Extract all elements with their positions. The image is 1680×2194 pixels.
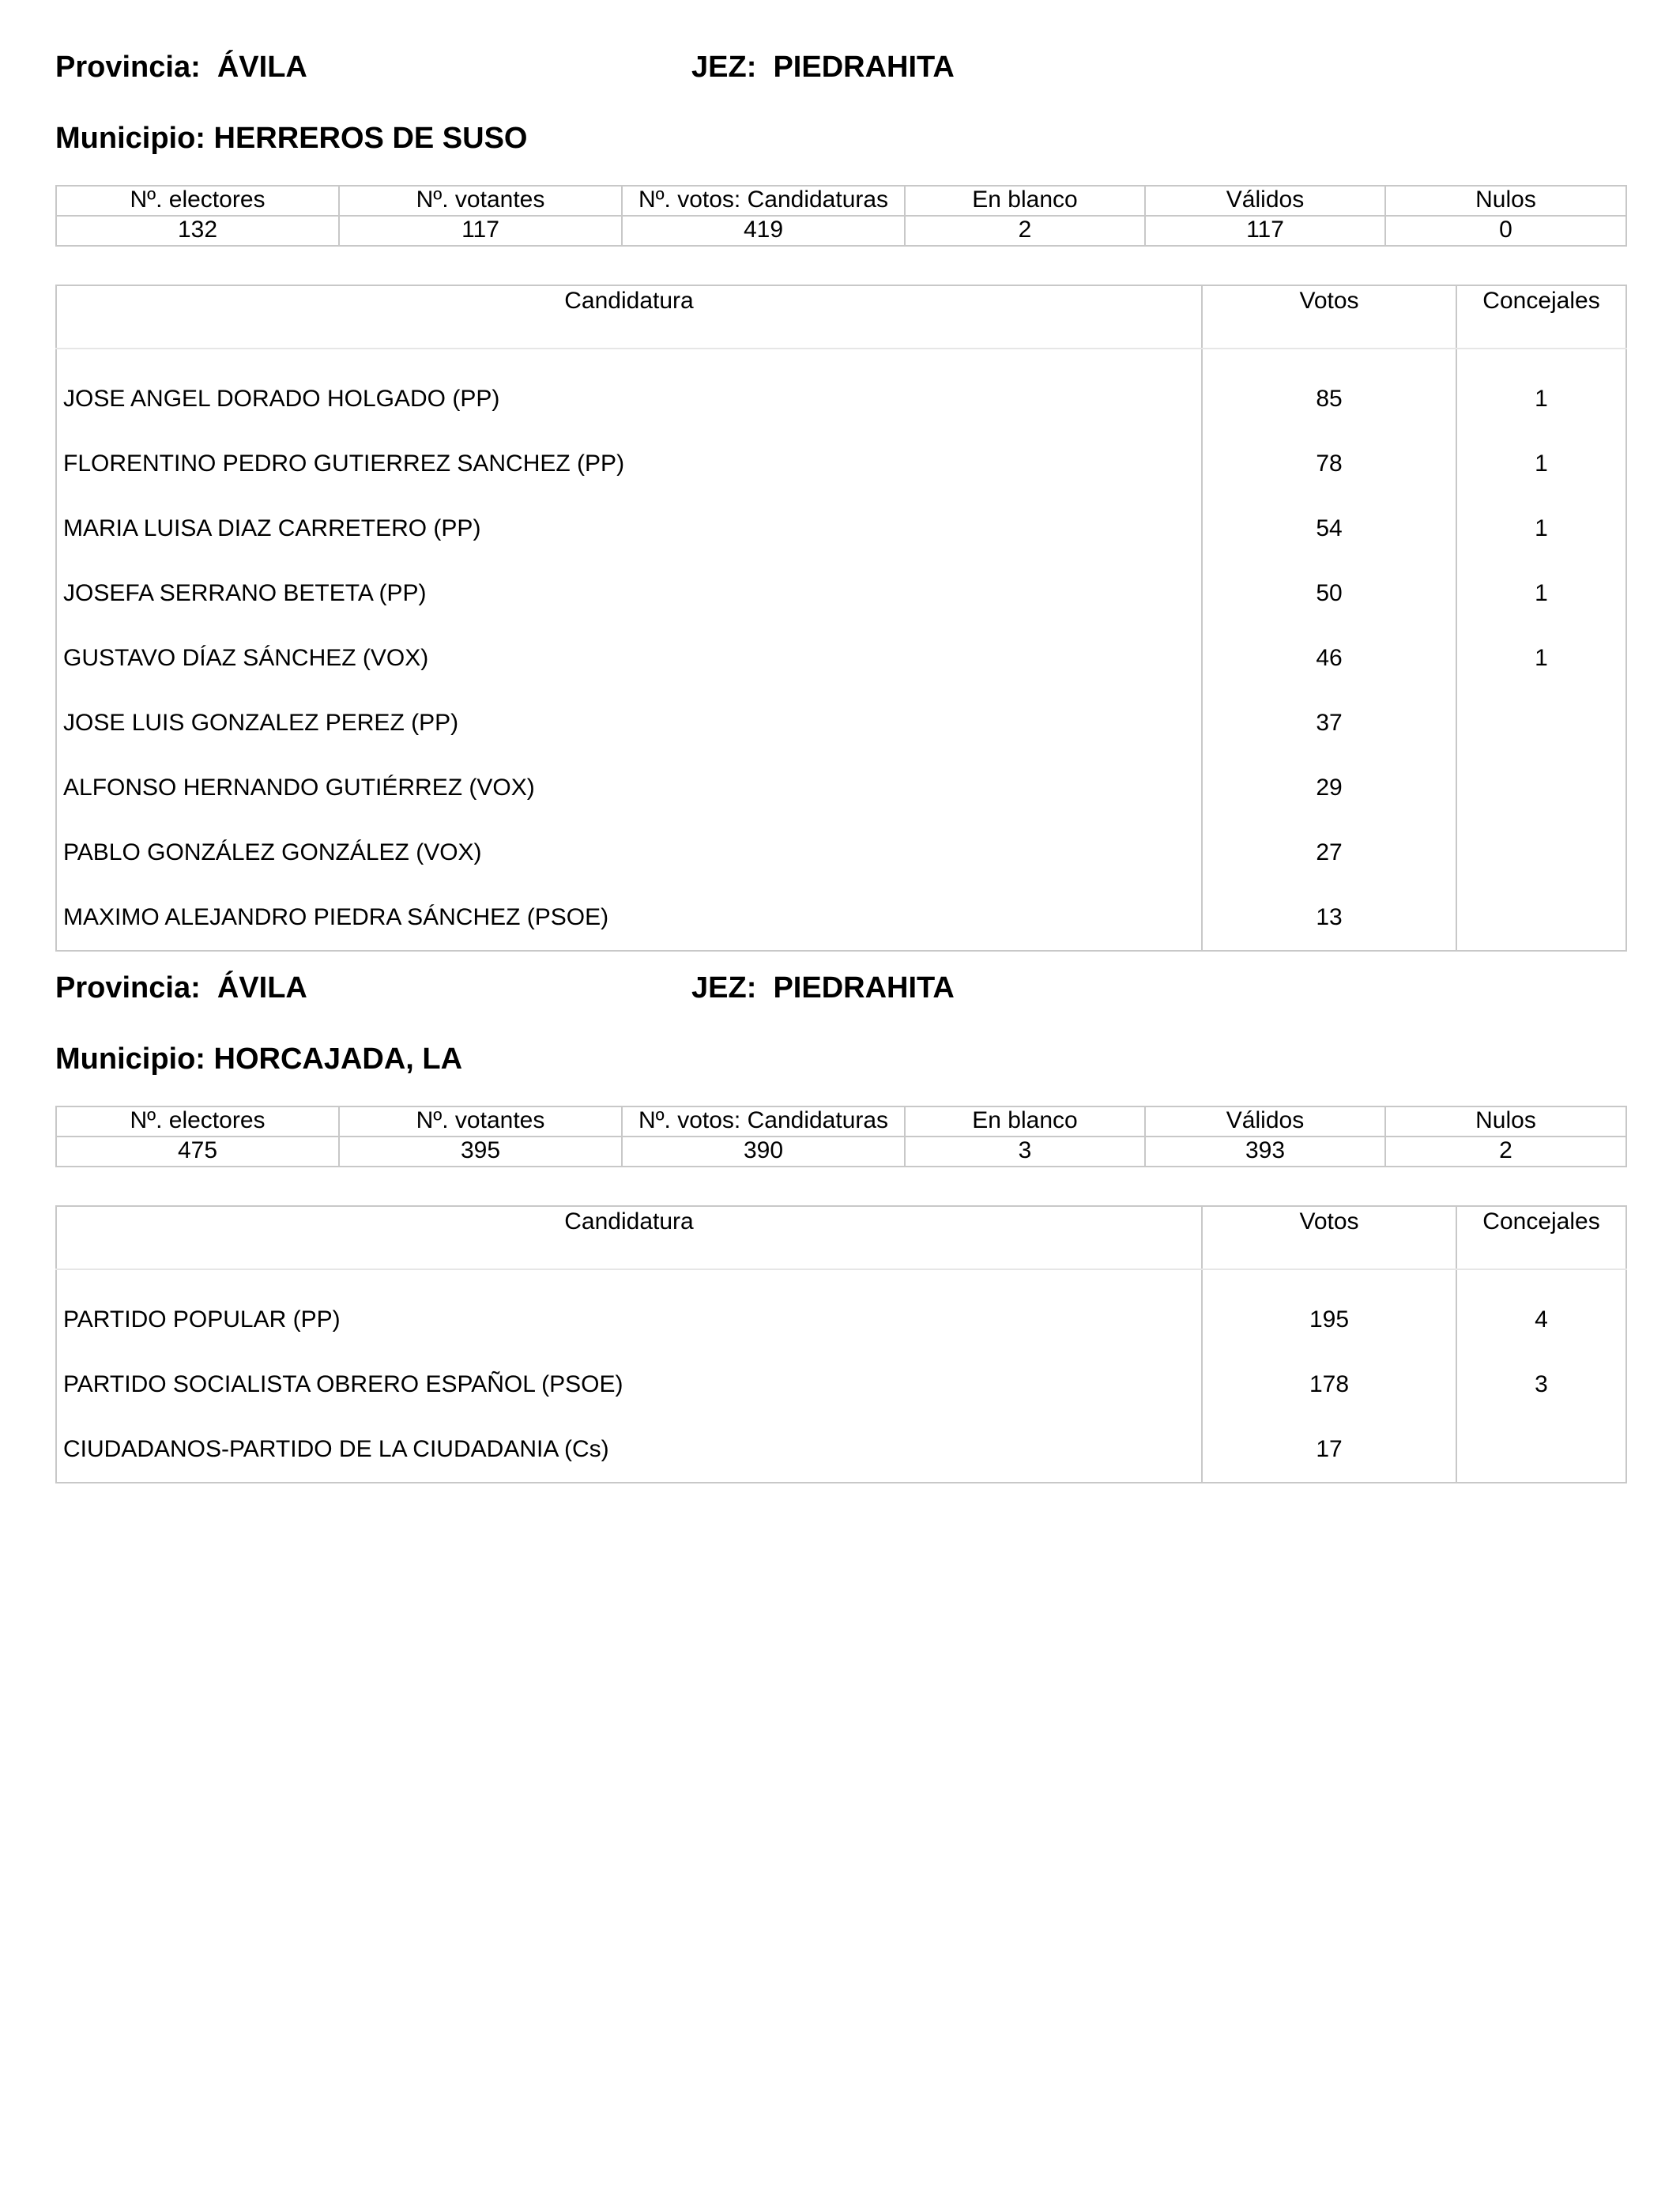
candidate-votes: 29 xyxy=(1202,756,1456,820)
summary-value-cell: 395 xyxy=(339,1137,622,1167)
table-row xyxy=(56,367,1626,432)
summary-value-cell: 2 xyxy=(1385,1137,1626,1167)
candidates-table xyxy=(55,1205,1627,1483)
candidate-seats xyxy=(1456,691,1626,756)
summary-value-cell: 390 xyxy=(622,1137,905,1167)
summary-header-cell: Válidos xyxy=(1145,186,1385,216)
table-row xyxy=(56,561,1626,626)
candidate-name: MARIA LUISA DIAZ CARRETERO (PP) xyxy=(56,496,1202,561)
summary-header-cell: Válidos xyxy=(1145,1106,1385,1137)
votos-header: Votos xyxy=(1202,1206,1456,1269)
candidates-header-row xyxy=(56,285,1626,349)
candidate-votes: 17 xyxy=(1202,1417,1456,1483)
summary-value-cell: 2 xyxy=(905,216,1145,246)
summary-header-cell: Nº. electores xyxy=(56,186,339,216)
candidate-name: ALFONSO HERNANDO GUTIÉRREZ (VOX) xyxy=(56,756,1202,820)
candidatura-header: Candidatura xyxy=(56,1206,1202,1269)
candidate-name: PARTIDO POPULAR (PP) xyxy=(56,1287,1202,1352)
summary-header-cell: Nº. votos: Candidaturas xyxy=(622,186,905,216)
summary-header-cell: Nº. votos: Candidaturas xyxy=(622,1106,905,1137)
votos-header: Votos xyxy=(1202,285,1456,349)
municipio-heading: Municipio: HORCAJADA, LA xyxy=(55,1042,463,1076)
summary-header-cell: Nº. electores xyxy=(56,1106,339,1137)
candidate-votes: 54 xyxy=(1202,496,1456,561)
table-row xyxy=(56,1352,1626,1417)
table-row xyxy=(56,432,1626,496)
candidate-seats xyxy=(1456,820,1626,885)
candidate-seats: 1 xyxy=(1456,626,1626,691)
candidate-votes: 46 xyxy=(1202,626,1456,691)
candidate-name: GUSTAVO DÍAZ SÁNCHEZ (VOX) xyxy=(56,626,1202,691)
candidate-seats: 4 xyxy=(1456,1287,1626,1352)
candidate-seats: 1 xyxy=(1456,496,1626,561)
candidate-seats xyxy=(1456,885,1626,951)
candidate-seats: 1 xyxy=(1456,432,1626,496)
summary-value-row xyxy=(56,216,1626,246)
summary-header-cell: Nº. votantes xyxy=(339,1106,622,1137)
summary-value-cell: 0 xyxy=(1385,216,1626,246)
candidate-seats xyxy=(1456,756,1626,820)
candidate-name: MAXIMO ALEJANDRO PIEDRA SÁNCHEZ (PSOE) xyxy=(56,885,1202,951)
table-row xyxy=(56,885,1626,951)
jez-heading: JEZ: PIEDRAHITA xyxy=(691,51,955,84)
table-row xyxy=(56,496,1626,561)
candidate-name: JOSE LUIS GONZALEZ PEREZ (PP) xyxy=(56,691,1202,756)
candidate-votes: 195 xyxy=(1202,1287,1456,1352)
summary-header-cell: Nulos xyxy=(1385,1106,1626,1137)
summary-header-row xyxy=(56,186,1626,216)
candidate-votes: 13 xyxy=(1202,885,1456,951)
candidate-name: PABLO GONZÁLEZ GONZÁLEZ (VOX) xyxy=(56,820,1202,885)
concejales-header: Concejales xyxy=(1456,1206,1626,1269)
summary-table xyxy=(55,1106,1627,1167)
candidate-name: JOSEFA SERRANO BETETA (PP) xyxy=(56,561,1202,626)
table-row xyxy=(56,1287,1626,1352)
candidates-table xyxy=(55,285,1627,952)
candidate-votes: 37 xyxy=(1202,691,1456,756)
summary-header-cell: En blanco xyxy=(905,1106,1145,1137)
candidate-votes: 178 xyxy=(1202,1352,1456,1417)
summary-value-cell: 117 xyxy=(1145,216,1385,246)
candidate-votes: 50 xyxy=(1202,561,1456,626)
summary-value-cell: 475 xyxy=(56,1137,339,1167)
summary-value-cell: 117 xyxy=(339,216,622,246)
candidate-name: JOSE ANGEL DORADO HOLGADO (PP) xyxy=(56,367,1202,432)
candidate-seats: 3 xyxy=(1456,1352,1626,1417)
table-row xyxy=(56,626,1626,691)
candidate-name: PARTIDO SOCIALISTA OBRERO ESPAÑOL (PSOE) xyxy=(56,1352,1202,1417)
table-row xyxy=(56,756,1626,820)
candidate-seats xyxy=(1456,1417,1626,1483)
summary-value-cell: 419 xyxy=(622,216,905,246)
jez-heading: JEZ: PIEDRAHITA xyxy=(691,971,955,1005)
candidates-header-row xyxy=(56,1206,1626,1269)
candidatura-header: Candidatura xyxy=(56,285,1202,349)
table-row xyxy=(56,691,1626,756)
summary-value-cell: 3 xyxy=(905,1137,1145,1167)
summary-header-cell: En blanco xyxy=(905,186,1145,216)
candidate-votes: 78 xyxy=(1202,432,1456,496)
provincia-heading: Provincia: ÁVILA xyxy=(55,971,307,1005)
candidate-name: FLORENTINO PEDRO GUTIERREZ SANCHEZ (PP) xyxy=(56,432,1202,496)
summary-value-row xyxy=(56,1137,1626,1167)
candidate-seats: 1 xyxy=(1456,367,1626,432)
summary-header-row xyxy=(56,1106,1626,1137)
summary-table xyxy=(55,185,1627,247)
table-row xyxy=(56,1417,1626,1483)
summary-header-cell: Nº. votantes xyxy=(339,186,622,216)
summary-value-cell: 132 xyxy=(56,216,339,246)
candidate-votes: 85 xyxy=(1202,367,1456,432)
candidate-seats: 1 xyxy=(1456,561,1626,626)
summary-value-cell: 393 xyxy=(1145,1137,1385,1167)
provincia-heading: Provincia: ÁVILA xyxy=(55,51,307,84)
candidate-name: CIUDADANOS-PARTIDO DE LA CIUDADANIA (Cs) xyxy=(56,1417,1202,1483)
municipio-heading: Municipio: HERREROS DE SUSO xyxy=(55,122,528,155)
summary-header-cell: Nulos xyxy=(1385,186,1626,216)
table-row xyxy=(56,820,1626,885)
concejales-header: Concejales xyxy=(1456,285,1626,349)
candidate-votes: 27 xyxy=(1202,820,1456,885)
